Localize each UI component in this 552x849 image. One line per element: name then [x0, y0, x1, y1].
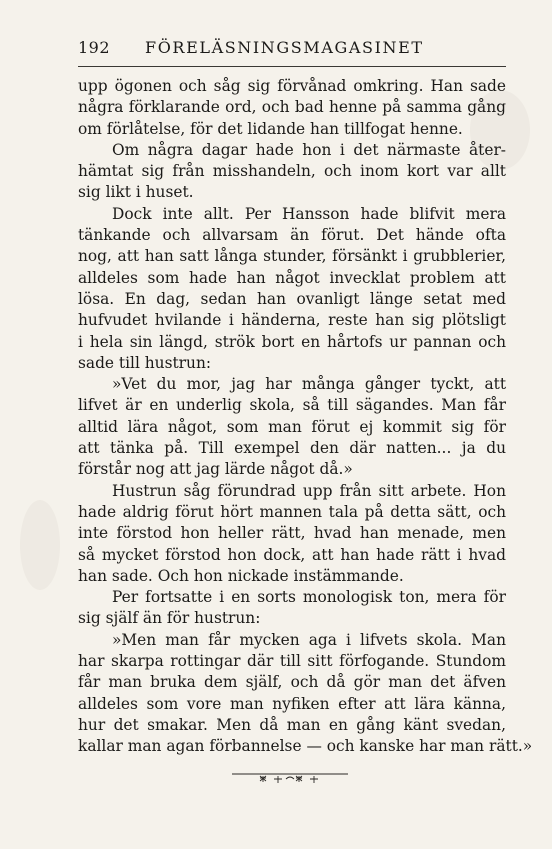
text-line: hur det smakar. Men då man en gång känt svedan,: [78, 715, 506, 734]
text-line: inte förstod hon heller rätt, hvad han menade, men: [78, 524, 506, 543]
text-line: alldeles som hade han något invecklat problem att: [78, 268, 506, 287]
text-line: sig likt i huset.: [78, 183, 194, 202]
text-line: sade till hustrun:: [78, 353, 212, 372]
text-line: lösa. En dag, sedan han ovanligt länge setat med: [78, 289, 506, 308]
text-line: kallar man agan förbannelse — och kanske har man rätt.»: [78, 737, 533, 756]
running-title: FÖRELÄSNINGSMAGASINET: [145, 38, 424, 57]
text-line: hade aldrig förut hört mannen tala på detta sätt, och: [78, 502, 506, 521]
text-line: upp ögonen och såg sig förvånad omkring. Han sade: [78, 77, 506, 95]
text-line: tänkande och allvarsam än förut. Det hände ofta: [78, 226, 506, 245]
text-line: Hustrun såg förundrad upp från sitt arbete. Hon: [112, 481, 506, 500]
body-text: [78, 76, 533, 758]
text-line: har skarpa rottingar där till sitt förfogande. Stundom: [78, 652, 506, 671]
text-line: han sade. Och hon nickade instämmande.: [78, 566, 404, 585]
text-line: alltid lära något, som man förut ej kommit sig för: [78, 417, 506, 436]
text-line: Dock inte allt. Per Hansson hade blifvit mera: [112, 204, 506, 223]
text-line: i hela sin längd, strök bort en hårtofs ur pannan och: [78, 332, 506, 351]
page-number: 192: [78, 38, 111, 57]
text-line: »Men man får mycken aga i lifvets skola. Man: [112, 630, 506, 649]
text-line: några förklarande ord, och bad henne på samma gång: [78, 98, 506, 117]
text-line: så mycket förstod hon dock, att han hade rätt i hvad: [78, 545, 506, 564]
text-line: Om några dagar hade hon i det närmaste åter-: [112, 140, 506, 159]
text-line: får man bruka dem själf, och då gör man det äfven: [78, 673, 506, 692]
text-line: sig själf än för hustrun:: [78, 609, 261, 628]
text-line: att tänka på. Till exempel den där natten... ja du: [78, 439, 506, 458]
text-line: hufvudet hvilande i händerna, reste han sig plötsligt: [78, 311, 506, 330]
text-line: om förlåtelse, för det lidande han tillfogat henne.: [78, 119, 463, 138]
end-ornament: [230, 770, 350, 786]
text-line: Per fortsatte i en sorts monologisk ton, mera för: [112, 588, 506, 607]
text-line: hämtat sig från misshandeln, och inom kort var allt: [78, 162, 506, 181]
header-rule: [78, 66, 506, 67]
text-line: alldeles som vore man nyfiken efter att lära känna,: [78, 694, 506, 713]
text-line: förstår nog att jag lärde något då.»: [78, 460, 353, 479]
text-line: »Vet du mor, jag har många gånger tyckt, att: [112, 375, 506, 394]
text-line: lifvet är en underlig skola, så till sägandes. Man får: [78, 396, 506, 415]
text-line: nog, att han satt långa stunder, försänkt i grubblerier,: [78, 247, 506, 266]
running-head: [78, 38, 508, 60]
paper-stain: [20, 500, 60, 590]
